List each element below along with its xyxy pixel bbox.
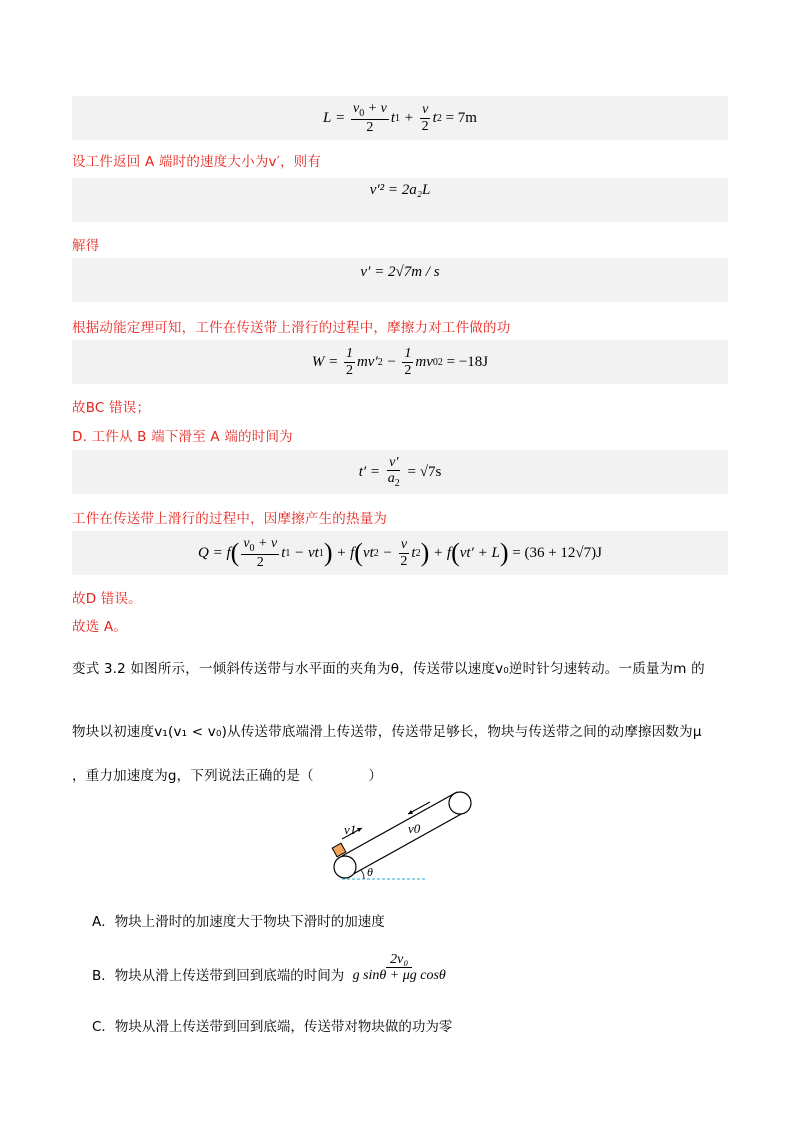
v1-label: v1 [344,822,357,837]
equation-time: t′ = $\frac{v'}{a_2}$ = √7s [358,454,442,490]
option-b [92,952,450,992]
option-b-denominator: g sinθ + μg cosθ [352,968,446,984]
equation-box-3 [72,258,728,302]
text-line-5: D. 工件从 B 端下滑至 A 端的时间为 [72,429,293,445]
equation-work: W = $\frac{1}{2}$ mv′ 2 − $\frac{1}{2}$ mv 0 2 = −18J [311,346,489,378]
text-line-1: 设工件返回 A 端时的速度大小为v′，则有 [72,154,322,170]
text-line-8: 故选 A。 [72,619,128,635]
text-line-4: 故BC 错误； [72,400,151,416]
theta-label: θ [367,865,373,879]
option-b-numerator: 2v₀ [386,952,412,968]
belt-bottom-edge [348,813,463,877]
equation-box-5 [72,450,728,494]
option-b-label: B．物块从滑上传送带到回到底端的时间为 [92,967,345,984]
angle-arc [361,870,364,879]
equation-L: L = $\frac{v_0 + v}{2}$ t 1 + $\frac{v}{2}$ t 2 = 7m [323,100,477,135]
v0-label: v0 [408,821,421,836]
text-line-2: 解得 [72,238,100,254]
problem-line-1: 变式 3.2 如图所示，一倾斜传送带与水平面的夹角为θ，传送带以速度v₀逆时针匀速转动。一质量为m 的 [72,661,705,677]
top-pulley [449,792,471,814]
problem-line-3: ，重力加速度为g，下列说法正确的是（ ） [72,768,383,784]
equation-box-4 [72,340,728,384]
belt-top-edge [342,792,457,856]
problem-line-2: 物块以初速度v₁(v₁ < v₀)从传送带底端滑上传送带，传送带足够长，物块与传送带之间的动摩擦因数为μ [72,724,702,740]
bottom-pulley [334,856,356,878]
text-line-7: 故D 错误。 [72,591,142,607]
equation-box-6 [72,531,728,575]
text-line-3: 根据动能定理可知，工件在传送带上滑行的过程中，摩擦力对工件做的功 [72,320,511,336]
conveyor-belt-figure [320,788,480,888]
equation-vprime: v′ = 2√7m / s [360,264,440,280]
option-a: A．物块上滑时的加速度大于物块下滑时的加速度 [92,914,385,930]
option-c: C．物块从滑上传送带到回到底端，传送带对物块做的功为零 [92,1019,453,1035]
equation-box-1 [72,96,728,140]
equation-vprime-sq: v′² = 2a₂L [369,182,431,198]
option-b-fraction [351,952,448,984]
text-line-6: 工件在传送带上滑行的过程中，因摩擦产生的热量为 [72,511,388,527]
equation-heat: Q = f ( $\frac{v_0 + v}{2}$ t 1 − vt 1 ) + f ( vt 2 − $\frac{v}{2}$ t 2 ) + f ( vt′ + L ) = (36 + 12√7)J [198,535,602,570]
equation-box-2 [72,178,728,222]
